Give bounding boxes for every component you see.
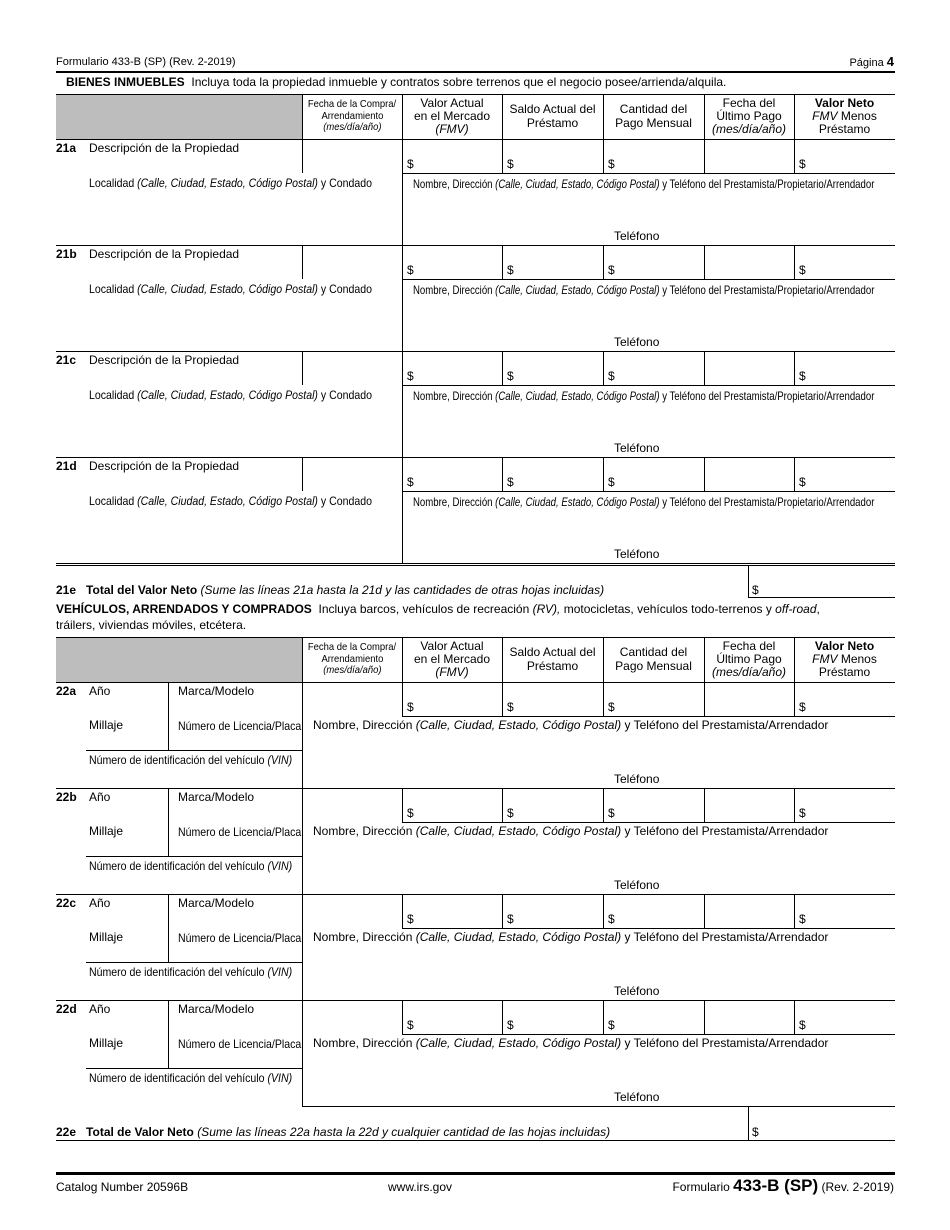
vehicle-22c-dollar-sign: $ [799,912,806,926]
property-21c-dollar-sign: $ [799,369,806,383]
property-21a-line-number: 21a [56,141,77,155]
vehicle-22a-lender-label: Nombre, Dirección (Calle, Ciudad, Estado, Código Postal) y Teléfono del Prestamista/Arrendador [313,718,829,732]
vehicle-22c-mileage-label: Millaje [89,930,124,944]
page-label: Página [849,57,884,69]
re-monthly-payment-header: Cantidad del Pago Mensual [615,102,692,130]
vehicle-22b-mileage-label: Millaje [89,824,124,838]
vehicle-22c-make-model-input[interactable] [178,910,300,926]
vehicles-intro-line2: tráilers, viviendas móviles, etcétera. [56,618,247,632]
vehicle-22b-line-number: 22b [56,790,77,804]
property-21a-dollar-sign: $ [407,157,414,171]
property-21d-phone-input[interactable] [670,545,893,561]
property-21d-fmv-input[interactable] [414,459,500,489]
vehicle-22c-lender-input[interactable] [313,946,893,980]
vehicle-22d-dollar-sign: $ [799,1018,806,1032]
vehicle-22b-make-model-input[interactable] [178,804,300,820]
property-21b-monthly-payment-input[interactable] [615,247,702,277]
vehicle-22b-loan-balance-input[interactable] [514,790,601,820]
property-21a-dollar-sign: $ [507,157,514,171]
property-21b-lender-label: Nombre, Dirección (Calle, Ciudad, Estado, Código Postal) y Teléfono del Prestamista/Propietario/Arrendador [413,283,875,297]
vehicle-22b-year-label: Año [89,790,111,804]
property-21c-lender-input[interactable] [404,405,893,439]
vehicle-22c-plate-label: Número de Licencia/Placa [178,931,302,945]
vehicle-22c-dollar-sign: $ [507,912,514,926]
vehicle-22b-dollar-sign: $ [507,806,514,820]
vehicle-22c-fmv-input[interactable] [414,896,500,926]
property-21a-monthly-payment-input[interactable] [615,141,702,171]
property-21c-locality-input[interactable] [89,405,399,455]
property-21b-dollar-sign: $ [608,263,615,277]
page-number: 4 [886,54,894,69]
re-purchase-date-header: Fecha de la Compra/ Arrendamiento (mes/día/año) [307,98,397,134]
vehicle-22c-year-label: Año [89,896,111,910]
property-21c-line-number: 21c [56,353,77,367]
vehicle-22d-line-number: 22d [56,1002,77,1016]
property-21c-phone-input[interactable] [670,439,893,455]
vehicle-22a-plate-label: Número de Licencia/Placa [178,719,302,733]
property-21d-description-label: Descripción de la Propiedad [89,459,240,473]
vehicle-22a-phone-input[interactable] [670,770,893,786]
veh-purchase-date-header: Fecha de la Compra/ Arrendamiento (mes/día/año) [307,641,397,677]
vehicle-22b-net-value-input[interactable] [806,790,893,820]
property-21d-loan-balance-input[interactable] [514,459,601,489]
vehicle-22d-mileage-input[interactable] [89,1050,165,1066]
vehicle-22b-mileage-input[interactable] [89,838,165,854]
vehicle-22d-plate-label: Número de Licencia/Placa [178,1037,302,1051]
property-21c-dollar-sign: $ [407,369,414,383]
property-21c-fmv-input[interactable] [414,353,500,383]
vehicle-22a-phone-label: Teléfono [614,772,660,786]
vehicle-22b-plate-label: Número de Licencia/Placa [178,825,302,839]
property-21d-line-number: 21d [56,459,77,473]
footer-form-id: Formulario 433-B (SP) (Rev. 2-2019) [672,1176,894,1195]
vehicle-22b-vin-input[interactable] [89,874,299,892]
vehicle-22d-year-input[interactable] [89,1016,165,1032]
property-21a-last-payment-input[interactable] [706,141,792,171]
vehicle-22d-phone-label: Teléfono [614,1090,660,1104]
property-21a-lender-label: Nombre, Dirección (Calle, Ciudad, Estado, Código Postal) y Teléfono del Prestamista/Propietario/Arrendador [413,177,875,191]
vehicle-22b-lender-label: Nombre, Dirección (Calle, Ciudad, Estado, Código Postal) y Teléfono del Prestamista/Arrendador [313,824,829,838]
vehicle-22c-lender-label: Nombre, Dirección (Calle, Ciudad, Estado, Código Postal) y Teléfono del Prestamista/Arrendador [313,930,829,944]
vehicle-22a-fmv-input[interactable] [414,684,500,714]
vehicle-22c-year-input[interactable] [89,910,165,926]
vehicle-22d-lender-input[interactable] [313,1052,893,1086]
vehicle-22b-plate-input[interactable] [178,838,300,854]
total-real-estate-label: 21e Total del Valor Neto (Sume las líneas 21a hasta la 21d y las cantidades de otras hojas incluidas) [56,583,605,597]
property-21a-loan-balance-input[interactable] [514,141,601,171]
property-21a-dollar-sign: $ [799,157,806,171]
property-21a-description-input[interactable] [89,155,299,171]
property-21c-description-input[interactable] [89,367,299,383]
vehicle-22a-monthly-payment-input[interactable] [615,684,702,714]
property-21a-description-label: Descripción de la Propiedad [89,141,240,155]
property-21d-lender-label: Nombre, Dirección (Calle, Ciudad, Estado, Código Postal) y Teléfono del Prestamista/Propietario/Arrendador [413,495,875,509]
property-21b-lender-input[interactable] [404,299,893,333]
vehicle-22a-dollar-sign: $ [608,700,615,714]
vehicle-22d-year-label: Año [89,1002,111,1016]
property-21b-description-label: Descripción de la Propiedad [89,247,240,261]
vehicle-22c-last-payment-input[interactable] [706,896,792,926]
vehicle-22a-year-label: Año [89,684,111,698]
property-21a-phone-input[interactable] [670,227,893,243]
vehicles-title: VEHÍCULOS, ARRENDADOS Y COMPRADOS Incluya barcos, vehículos de recreación (RV), motocicletas, vehículos todo-terrenos y off-road, [56,602,820,616]
property-21a-purchase-date-input[interactable] [304,141,400,171]
vehicle-22d-last-payment-input[interactable] [706,1002,792,1032]
property-21d-last-payment-input[interactable] [706,459,792,489]
vehicle-22a-plate-input[interactable] [178,732,300,748]
vehicle-22d-plate-input[interactable] [178,1050,300,1066]
vehicle-22c-vin-input[interactable] [89,980,299,998]
veh-last-payment-header: Fecha del Último Pago (mes/día/año) [711,638,787,680]
property-21b-dollar-sign: $ [507,263,514,277]
property-21b-locality-input[interactable] [89,299,399,349]
vehicle-22b-dollar-sign: $ [799,806,806,820]
catalog-number: Catalog Number 20596B [56,1180,189,1194]
vehicle-22b-dollar-sign: $ [608,806,615,820]
property-21a-fmv-input[interactable] [414,141,500,171]
property-21c-purchase-date-input[interactable] [304,353,400,383]
vehicle-22b-make-model-label: Marca/Modelo [178,790,255,804]
vehicle-22c-monthly-payment-input[interactable] [615,896,702,926]
irs-website-link[interactable]: www.irs.gov [388,1180,453,1194]
vehicle-22b-year-input[interactable] [89,804,165,820]
vehicle-22d-dollar-sign: $ [507,1018,514,1032]
vehicle-22d-dollar-sign: $ [608,1018,615,1032]
vehicle-22a-line-number: 22a [56,684,77,698]
property-21c-last-payment-input[interactable] [706,353,792,383]
total-real-estate-input[interactable] [765,580,893,597]
re-fmv-header: Valor Actual en el Mercado (FMV) [413,95,491,137]
vehicle-22a-vin-input[interactable] [89,768,299,786]
vehicle-22a-dollar-sign: $ [407,700,414,714]
property-21c-monthly-payment-input[interactable] [615,353,702,383]
vehicle-22c-plate-input[interactable] [178,944,300,960]
property-21a-lender-input[interactable] [404,193,893,227]
property-21a-dollar-sign: $ [608,157,615,171]
vehicle-22a-mileage-input[interactable] [89,732,165,748]
vehicle-22a-dollar-sign: $ [799,700,806,714]
property-21a-net-value-input[interactable] [806,141,893,171]
re-net-value-header: Valor Neto FMV Menos Préstamo [812,95,877,137]
vehicle-22d-vin-input[interactable] [89,1086,299,1104]
veh-net-value-header: Valor Neto FMV Menos Préstamo [812,638,877,680]
property-21b-net-value-input[interactable] [806,247,893,277]
form-reference: Formulario 433-B (SP) (Rev. 2-2019) [56,56,236,68]
property-21b-line-number: 21b [56,247,77,261]
vehicle-22c-phone-input[interactable] [670,982,893,998]
page-indicator [849,54,894,69]
property-21c-description-label: Descripción de la Propiedad [89,353,240,367]
vehicle-22d-purchase-date-input[interactable] [304,1002,400,1032]
vehicle-22b-phone-label: Teléfono [614,878,660,892]
property-21d-purchase-date-input[interactable] [304,459,400,489]
property-21b-locality-label: Localidad (Calle, Ciudad, Estado, Código Postal) y Condado [89,282,372,296]
vehicle-22a-make-model-label: Marca/Modelo [178,684,255,698]
vehicle-22c-phone-label: Teléfono [614,984,660,998]
property-21a-locality-label: Localidad (Calle, Ciudad, Estado, Código Postal) y Condado [89,176,372,190]
vehicle-22c-dollar-sign: $ [608,912,615,926]
vehicle-22b-last-payment-input[interactable] [706,790,792,820]
vehicle-22d-vin-label: Número de identificación del vehículo (VIN) [89,1071,293,1085]
property-21b-purchase-date-input[interactable] [304,247,400,277]
property-21b-last-payment-input[interactable] [706,247,792,277]
vehicle-22b-dollar-sign: $ [407,806,414,820]
veh-loan-balance-header: Saldo Actual del Préstamo [509,645,596,673]
vehicle-22d-monthly-payment-input[interactable] [615,1002,702,1032]
property-21b-fmv-input[interactable] [414,247,500,277]
real-estate-title: BIENES INMUEBLES Incluya toda la propiedad inmueble y contratos sobre terrenos que el negocio posee/arrienda/alquila. [66,75,727,89]
vehicle-22c-make-model-label: Marca/Modelo [178,896,255,910]
vehicle-22c-dollar-sign: $ [407,912,414,926]
vehicle-22a-net-value-input[interactable] [806,684,893,714]
property-21d-net-value-input[interactable] [806,459,893,489]
vehicle-22b-lender-input[interactable] [313,840,893,874]
property-21d-dollar-sign: $ [799,475,806,489]
vehicle-22b-monthly-payment-input[interactable] [615,790,702,820]
vehicle-22d-fmv-input[interactable] [414,1002,500,1032]
vehicle-22d-phone-input[interactable] [670,1088,893,1104]
property-21a-locality-input[interactable] [89,193,399,243]
vehicle-22a-purchase-date-input[interactable] [304,684,400,714]
vehicle-22a-dollar-sign: $ [507,700,514,714]
property-21c-dollar-sign: $ [507,369,514,383]
property-21d-dollar-sign: $ [608,475,615,489]
total-vehicles-input[interactable] [765,1122,893,1139]
property-21c-net-value-input[interactable] [806,353,893,383]
vehicle-22d-net-value-input[interactable] [806,1002,893,1032]
vehicle-22d-mileage-label: Millaje [89,1036,124,1050]
property-21d-dollar-sign: $ [407,475,414,489]
vehicle-22d-make-model-input[interactable] [178,1016,300,1032]
property-21b-dollar-sign: $ [799,263,806,277]
property-21c-phone-label: Teléfono [614,441,660,455]
property-21b-dollar-sign: $ [407,263,414,277]
vehicle-22d-make-model-label: Marca/Modelo [178,1002,255,1016]
property-21d-locality-label: Localidad (Calle, Ciudad, Estado, Código Postal) y Condado [89,494,372,508]
property-21b-description-input[interactable] [89,261,299,277]
vehicle-22c-purchase-date-input[interactable] [304,896,400,926]
total-vehicles-label: 22e Total de Valor Neto (Sume las líneas 22a hasta la 22d y cualquier cantidad de las hojas incluidas) [56,1125,611,1139]
vehicle-22a-loan-balance-input[interactable] [514,684,601,714]
property-21d-description-input[interactable] [89,473,299,489]
vehicle-22c-vin-label: Número de identificación del vehículo (VIN) [89,965,293,979]
re-last-payment-header: Fecha del Último Pago (mes/día/año) [711,95,787,137]
property-21c-lender-label: Nombre, Dirección (Calle, Ciudad, Estado, Código Postal) y Teléfono del Prestamista/Propietario/Arrendador [413,389,875,403]
vehicle-22c-net-value-input[interactable] [806,896,893,926]
property-21d-phone-label: Teléfono [614,547,660,561]
property-21c-loan-balance-input[interactable] [514,353,601,383]
property-21b-phone-input[interactable] [670,333,893,349]
property-21c-dollar-sign: $ [608,369,615,383]
vehicle-22c-loan-balance-input[interactable] [514,896,601,926]
property-21b-loan-balance-input[interactable] [514,247,601,277]
vehicle-22a-vin-label: Número de identificación del vehículo (VIN) [89,753,293,767]
property-21c-locality-label: Localidad (Calle, Ciudad, Estado, Código Postal) y Condado [89,388,372,402]
vehicle-22a-lender-input[interactable] [313,734,893,768]
vehicle-22c-line-number: 22c [56,896,77,910]
vehicle-22d-dollar-sign: $ [407,1018,414,1032]
property-21d-locality-input[interactable] [89,511,399,561]
property-21d-monthly-payment-input[interactable] [615,459,702,489]
vehicle-22d-lender-label: Nombre, Dirección (Calle, Ciudad, Estado, Código Postal) y Teléfono del Prestamista/Arrendador [313,1036,829,1050]
property-21a-phone-label: Teléfono [614,229,660,243]
vehicle-22c-mileage-input[interactable] [89,944,165,960]
vehicle-22a-year-input[interactable] [89,698,165,714]
vehicle-22d-loan-balance-input[interactable] [514,1002,601,1032]
veh-monthly-payment-header: Cantidad del Pago Mensual [615,645,692,673]
property-21d-dollar-sign: $ [507,475,514,489]
vehicle-22a-make-model-input[interactable] [178,698,300,714]
vehicle-22b-phone-input[interactable] [670,876,893,892]
property-21b-phone-label: Teléfono [614,335,660,349]
vehicle-22a-last-payment-input[interactable] [706,684,792,714]
vehicle-22b-purchase-date-input[interactable] [304,790,400,820]
re-loan-balance-header: Saldo Actual del Préstamo [509,102,596,130]
vehicle-22b-vin-label: Número de identificación del vehículo (VIN) [89,859,293,873]
vehicle-22a-mileage-label: Millaje [89,718,124,732]
property-21d-lender-input[interactable] [404,511,893,545]
vehicle-22b-fmv-input[interactable] [414,790,500,820]
veh-fmv-header: Valor Actual en el Mercado (FMV) [413,638,491,680]
